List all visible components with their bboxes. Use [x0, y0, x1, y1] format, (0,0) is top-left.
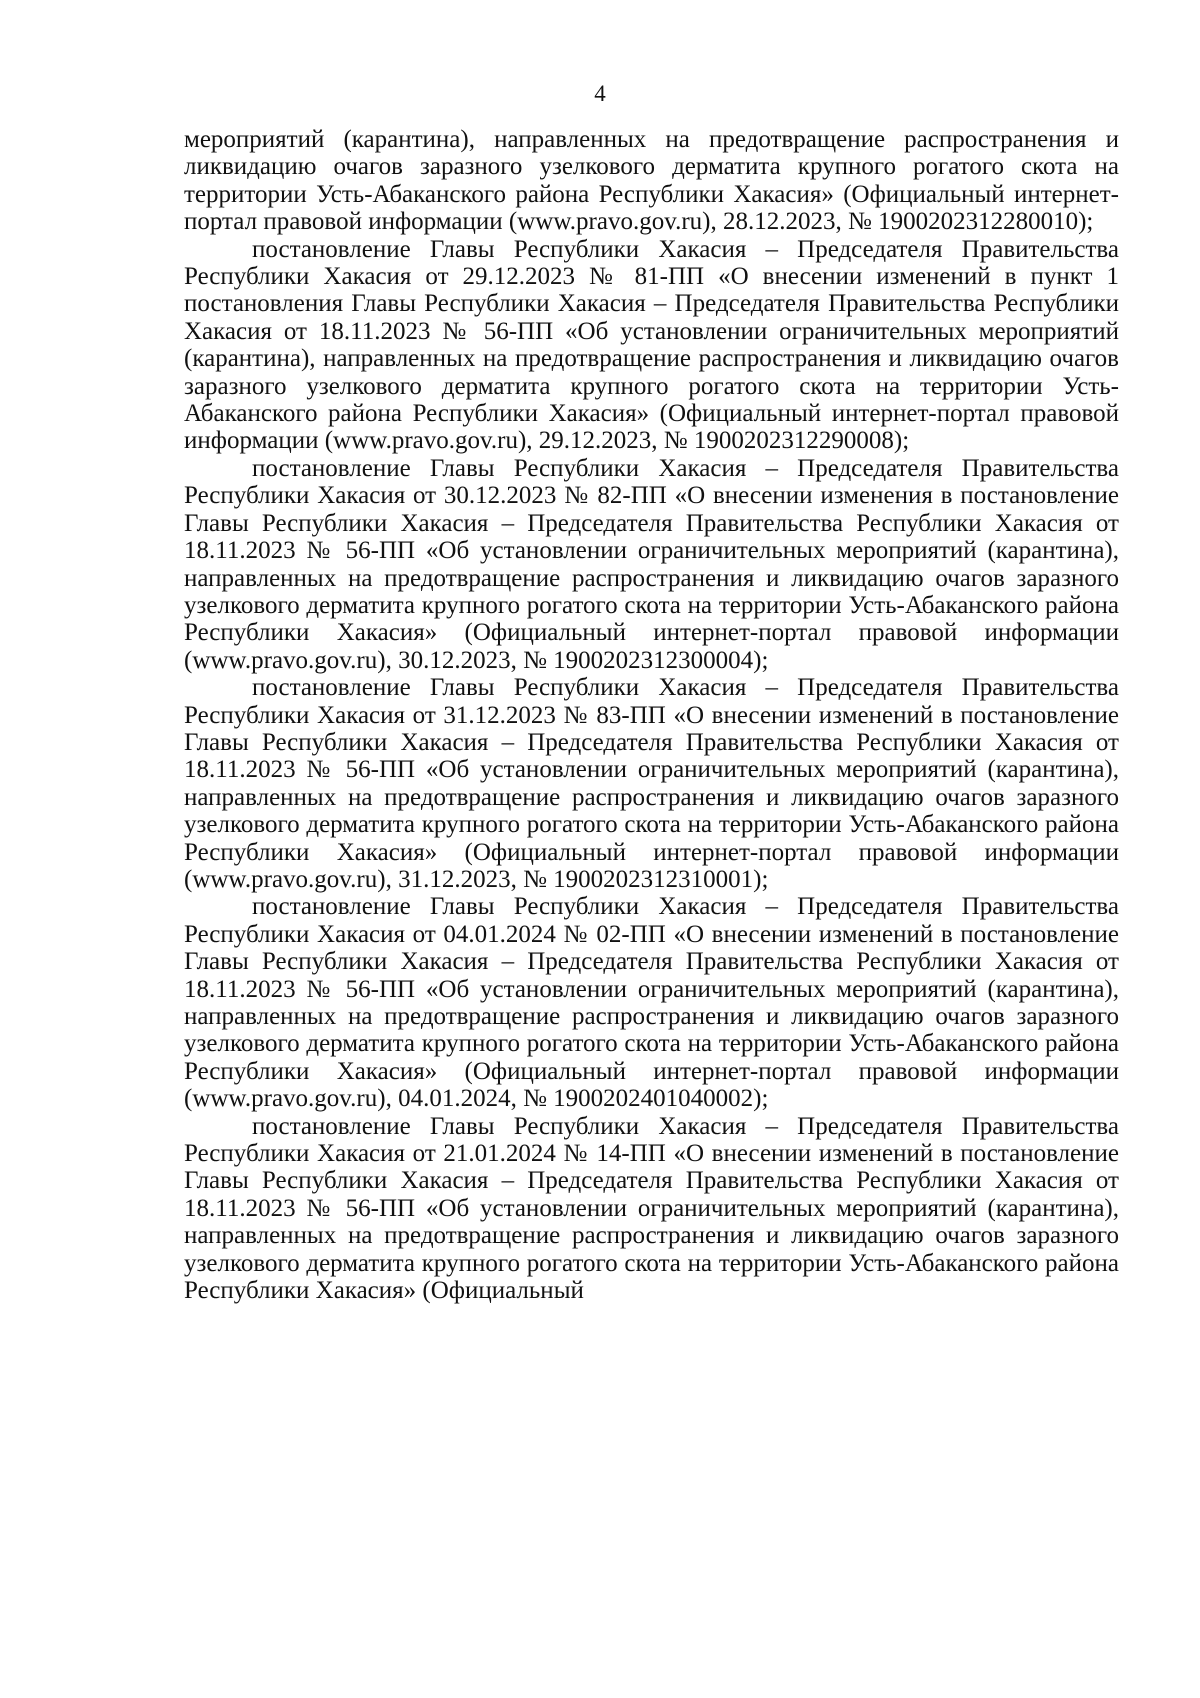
paragraph-resolution-83: постановление Главы Республики Хакасия – Председателя Правительства Республики Хакасия от 31.12.2023 № 83-ПП «О внесении изменений в постановление Главы Республики Хакасия – Председателя Правительства Республики Хакасия от 18.11.2023 № 56-ПП «Об установлении ограничительных мероприятий (карантина), направленных на предотвращение распространения и ликвидацию очагов заразного узелкового дерматита крупного рогатого скота на территории Усть-Абаканского района Республики Хакасия» (Официальный интернет-портал правовой информации (www.pravo.gov.ru), 31.12.2023, № 1900202312310001); [184, 674, 1119, 893]
paragraph-resolution-81: постановление Главы Республики Хакасия – Председателя Правительства Республики Хакасия от 29.12.2023 № 81-ПП «О внесении изменений в пункт 1 постановления Главы Республики Хакасия – Председателя Правительства Республики Хакасия от 18.11.2023 № 56-ПП «Об установлении ограничительных мероприятий (карантина), направленных на предотвращение распространения и ликвидацию очагов заразного узелкового дерматита крупного рогатого скота на территории Усть-Абаканского района Республики Хакасия» (Официальный интернет-портал правовой информации (www.pravo.gov.ru), 29.12.2023, № 1900202312290008); [184, 235, 1119, 455]
page-number: 4 [594, 81, 606, 106]
document-body [184, 126, 1119, 1304]
paragraph-resolution-14: постановление Главы Республики Хакасия – Председателя Правительства Республики Хакасия от 21.01.2024 № 14-ПП «О внесении изменений в постановление Главы Республики Хакасия – Председателя Правительства Республики Хакасия от 18.11.2023 № 56-ПП «Об установлении ограничительных мероприятий (карантина), направленных на предотвращение распространения и ликвидацию очагов заразного узелкового дерматита крупного рогатого скота на территории Усть-Абаканского района Республики Хакасия» (Официальный [184, 1112, 1119, 1305]
paragraph-continuation: мероприятий (карантина), направленных на предотвращение распространения и ликвидацию очагов заразного узелкового дерматита крупного рогатого скота на территории Усть-Абаканского района Республики Хакасия» (Официальный интернет-портал правовой информации (www.pravo.gov.ru), 28.12.2023, № 1900202312280010); [184, 126, 1119, 236]
paragraph-resolution-82: постановление Главы Республики Хакасия – Председателя Правительства Республики Хакасия от 30.12.2023 № 82-ПП «О внесении изменения в постановление Главы Республики Хакасия – Председателя Правительства Республики Хакасия от 18.11.2023 № 56-ПП «Об установлении ограничительных мероприятий (карантина), направленных на предотвращение распространения и ликвидацию очагов заразного узелкового дерматита крупного рогатого скота на территории Усть-Абаканского района Республики Хакасия» (Официальный интернет-портал правовой информации (www.pravo.gov.ru), 30.12.2023, № 1900202312300004); [184, 454, 1119, 674]
paragraph-resolution-02: постановление Главы Республики Хакасия – Председателя Правительства Республики Хакасия от 04.01.2024 № 02-ПП «О внесении изменений в постановление Главы Республики Хакасия – Председателя Правительства Республики Хакасия от 18.11.2023 № 56-ПП «Об установлении ограничительных мероприятий (карантина), направленных на предотвращение распространения и ликвидацию очагов заразного узелкового дерматита крупного рогатого скота на территории Усть-Абаканского района Республики Хакасия» (Официальный интернет-портал правовой информации (www.pravo.gov.ru), 04.01.2024, № 1900202401040002); [184, 893, 1119, 1113]
